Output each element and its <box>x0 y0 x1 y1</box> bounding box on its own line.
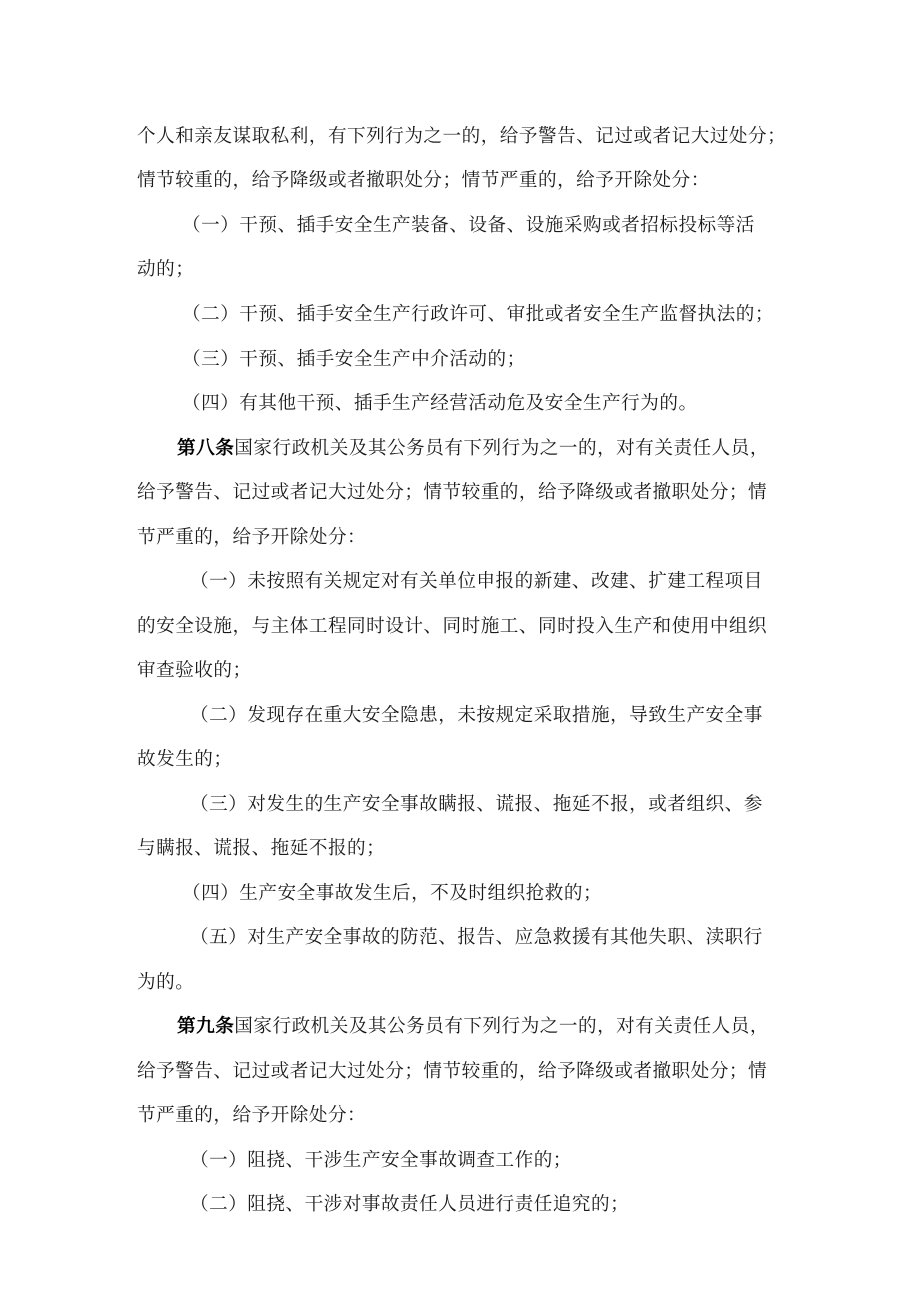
list-item: （三）对发生的生产安全事故瞒报、谎报、拖延不报，或者组织、参 <box>190 794 763 815</box>
text-line: 故发生的； <box>137 749 233 770</box>
list-item: （五）对生产安全事故的防范、报告、应急救援有其他失职、渎职行 <box>190 927 763 948</box>
text-line: 动的； <box>137 259 195 280</box>
article-9-heading: 第九条 <box>177 1016 235 1037</box>
article-8-heading: 第八条 <box>177 438 235 459</box>
list-item: （二）发现存在重大安全隐患，未按规定采取措施，导致生产安全事 <box>190 705 763 726</box>
text-line: 给予警告、记过或者记大过处分；情节较重的，给予降级或者撤职处分；情 <box>137 482 768 503</box>
text-line: 情节较重的，给予降级或者撤职处分；情节严重的，给予开除处分： <box>137 170 710 191</box>
list-item: （四）有其他干预、插手生产经营活动危及安全生产行为的。 <box>182 393 698 414</box>
text-line: 为的。 <box>137 972 195 993</box>
list-item: （二）阻挠、干涉对事故责任人员进行责任追究的； <box>190 1194 630 1215</box>
list-item: （一）干预、插手安全生产装备、设备、设施采购或者招标投标等活 <box>182 215 755 236</box>
list-item: （一）未按照有关规定对有关单位申报的新建、改建、扩建工程项目 <box>190 571 763 592</box>
text-line: 个人和亲友谋取私利，有下列行为之一的，给予警告、记过或者记大过处分； <box>137 126 787 147</box>
article-8-text: 国家行政机关及其公务员有下列行为之一的，对有关责任人员， <box>234 438 769 459</box>
list-item: （三）干预、插手安全生产中介活动的； <box>182 349 526 370</box>
article-9-text: 国家行政机关及其公务员有下列行为之一的，对有关责任人员， <box>234 1016 769 1037</box>
text-line: 审查验收的； <box>137 660 252 681</box>
text-line: 节严重的，给予开除处分： <box>137 1105 367 1126</box>
text-line: 节严重的，给予开除处分： <box>137 527 367 548</box>
text-line: 的安全设施，与主体工程同时设计、同时施工、同时投入生产和使用中组织 <box>137 616 768 637</box>
article-9-paragraph <box>177 1016 769 1038</box>
article-8-paragraph <box>177 438 769 460</box>
text-line: 给予警告、记过或者记大过处分；情节较重的，给予降级或者撤职处分；情 <box>137 1061 768 1082</box>
list-item: （二）干预、插手安全生产行政许可、审批或者安全生产监督执法的； <box>182 304 774 325</box>
list-item: （四）生产安全事故发生后，不及时组织抢救的； <box>182 883 603 904</box>
text-line: 与瞒报、谎报、拖延不报的； <box>137 838 386 859</box>
list-item: （一）阻挠、干涉生产安全事故调查工作的； <box>190 1150 572 1171</box>
